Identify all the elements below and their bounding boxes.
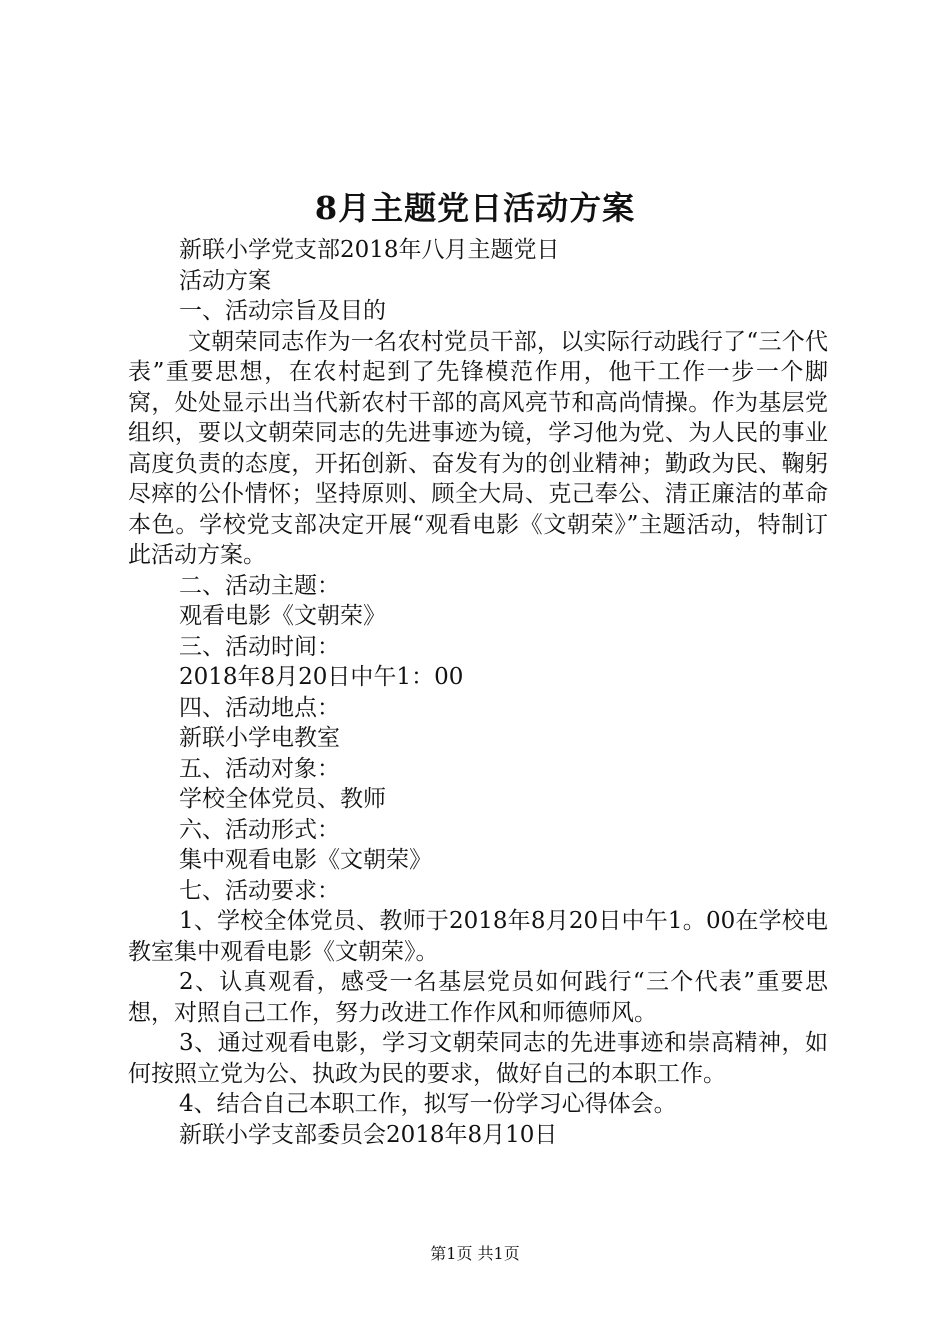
section-heading: 一、活动宗旨及目的: [179, 298, 386, 324]
document-title: 8月主题党日活动方案: [314, 189, 636, 227]
section-content: 集中观看电影《文朝荣》: [179, 847, 432, 873]
section-heading: 六、活动形式：: [179, 816, 340, 843]
heading-line: 新联小学党支部2018年八月主题党日: [179, 237, 560, 263]
signature-line: 新联小学支部委员会2018年8月10日: [179, 1121, 558, 1148]
requirement-item: 1、学校全体党员、教师于2018年8月20日中午1。00在学校电教室集中观看电影《文朝荣》。: [128, 908, 828, 965]
section-content: 观看电影《文朝荣》: [179, 603, 386, 629]
document-body: [128, 235, 828, 1150]
page-number: 第1页 共1页: [430, 1244, 520, 1263]
requirement-item: 2、认真观看，感受一名基层党员如何践行“三个代表”重要思想，对照自己工作，努力改进工作作风和师德师风。: [128, 969, 828, 1026]
section-heading: 五、活动对象：: [179, 755, 340, 782]
section-content: 新联小学电教室: [179, 725, 340, 751]
section-heading: 七、活动要求：: [179, 877, 340, 904]
section-heading: 二、活动主题：: [179, 572, 340, 599]
section-content: 2018年8月20日中午1：00: [179, 664, 464, 690]
heading-line: 活动方案: [179, 267, 271, 294]
section-content: 学校全体党员、教师: [179, 786, 386, 812]
paragraph: 文朝荣同志作为一名农村党员干部，以实际行动践行了“三个代表”重要思想，在农村起到了先锋模范作用，他干工作一步一个脚窝，处处显示出当代新农村干部的高风亮节和高尚情操。作为基层党组织，要以文朝荣同志的先进事迹为镜，学习他为党、为人民的事业高度负责的态度，开拓创新、奋发有为的创业精神；勤政为民、鞠躬尽瘁的公仆情怀；坚持原则、顾全大局、克己奉公、清正廉洁的革命本色。学校党支部决定开展“观看电影《文朝荣》”主题活动，特制订此活动方案。: [128, 328, 828, 568]
requirement-item: 3、通过观看电影，学习文朝荣同志的先进事迹和崇高精神，如何按照立党为公、执政为民的要求，做好自己的本职工作。: [128, 1030, 828, 1087]
section-heading: 四、活动地点：: [179, 694, 340, 721]
requirement-item: 4、结合自己本职工作，拟写一份学习心得体会。: [179, 1091, 677, 1117]
section-heading: 三、活动时间：: [179, 633, 340, 660]
